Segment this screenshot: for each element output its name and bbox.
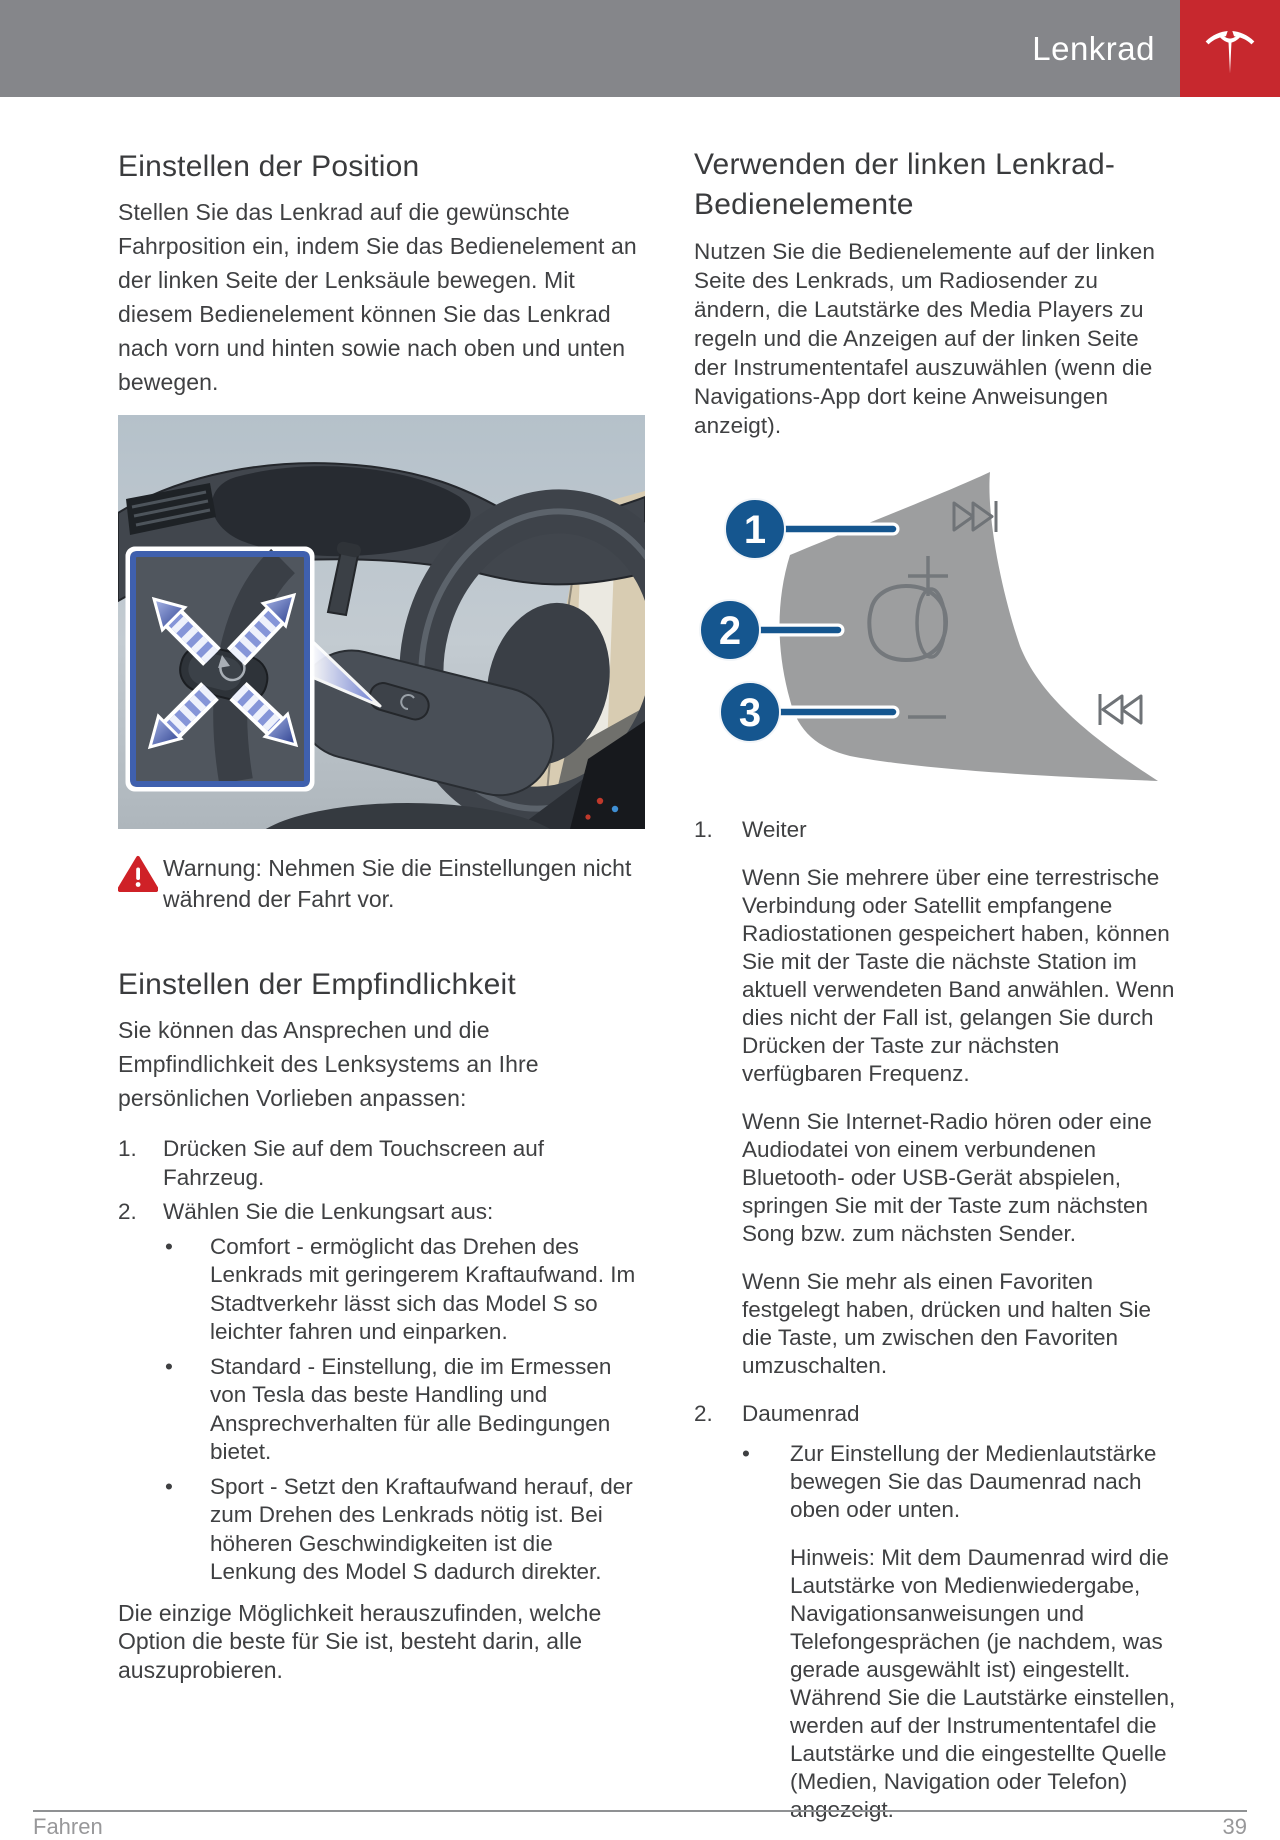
option-item (118, 1233, 645, 1347)
step-item (118, 1198, 645, 1227)
step-number: 1. (118, 1136, 137, 1161)
item-note: Hinweis: Mit dem Daumenrad wird die Lautstärke von Medienwiedergabe, Navigationsanweisungen und Telefongesprächen (je nachdem, was gerade ausgewählt ist) eingestellt. Während Sie die Lautstärke einstellen, werden auf der Instrumententafel die Lautstärke und die eingestellte Quelle (Medien, Navigation oder Telefon) angezeigt. (790, 1545, 1176, 1822)
option-text: Comfort - ermöglicht das Drehen des Lenkrads mit geringerem Kraftaufwand. Im Stadtverkehr lässt sich das Model S so leichter fahren und einparken. (210, 1233, 636, 1344)
sensitivity-steps (118, 1135, 645, 1587)
option-item (118, 1353, 645, 1467)
heading-position: Einstellen der Position (118, 150, 420, 183)
step-text: Drücken Sie auf dem Touchscreen auf Fahrzeug. (163, 1136, 545, 1190)
page-header (0, 0, 1280, 97)
heading-left-controls: Verwenden der linken Lenkrad-Bedienelemente (694, 148, 1116, 221)
step-text: Wählen Sie die Lenkungsart aus: (163, 1199, 494, 1224)
steering-position-figure (118, 415, 645, 829)
option-text: Standard - Einstellung, die im Ermessen von Tesla das beste Handling und Ansprechverhalten für alle Bedingungen bietet. (210, 1353, 612, 1464)
warning-row (118, 853, 645, 915)
right-column (694, 97, 1176, 1824)
item-title: Weiter (742, 817, 807, 842)
item-number: 1. (694, 817, 713, 842)
heading-sensitivity: Einstellen der Empfindlichkeit (118, 968, 516, 1001)
control-sub-item (694, 1440, 1176, 1524)
callout-3 (720, 682, 780, 742)
left-controls-intro-text: Nutzen Sie die Bedienelemente auf der linken Seite des Lenkrads, um Radiosender zu ändern, die Lautstärke des Media Players zu regeln und die Anzeigen auf der linken Seite der Instrumententafel auszuwählen (wenn die Navigations-App dort keine Anweisungen anzeigt). (694, 239, 1155, 438)
bullet-marker: • (165, 1353, 173, 1379)
option-text: Sport - Setzt den Kraftaufwand herauf, der zum Drehen des Lenkrads nötig ist. Bei höheren Geschwindigkeiten ist die Lenkung des Model S dadurch direkter. (210, 1473, 633, 1584)
option-item (118, 1473, 645, 1587)
tesla-logo-box (1180, 0, 1280, 97)
bullet-marker: • (165, 1233, 173, 1259)
inset-zoom-box (128, 549, 312, 789)
footer-divider (33, 1810, 1247, 1812)
item-number: 2. (694, 1401, 713, 1426)
steering-position-illustration (118, 415, 645, 829)
sensitivity-intro-text: Sie können das Ansprechen und die Empfindlichkeit des Lenksystems an Ihre persönlichen Vorlieben anpassen: (118, 1017, 539, 1111)
sensitivity-outro-text: Die einzige Möglichkeit herauszufinden, welche Option die beste für Sie ist, besteht darin, alle auszuprobieren. (118, 1599, 602, 1683)
previous-track-icon (1100, 694, 1141, 725)
item-paragraph: Wenn Sie mehr als einen Favoriten festgelegt haben, drücken und halten Sie die Taste, um zwischen den Favoriten umzuschalten. (742, 1269, 1152, 1378)
page-title: Lenkrad (1032, 29, 1155, 67)
item-title: Daumenrad (742, 1401, 860, 1426)
warning-icon (118, 855, 158, 892)
callout-2 (700, 600, 760, 660)
step-item (118, 1135, 645, 1192)
callout-1 (725, 499, 785, 559)
control-item (694, 1400, 1176, 1428)
sub-item-text: Zur Einstellung der Medienlautstärke bewegen Sie das Daumenrad nach oben oder unten. (790, 1441, 1157, 1522)
callout-1-number: 1 (743, 508, 767, 552)
footer-section: Fahren (33, 1814, 103, 1839)
left-column (118, 97, 645, 1684)
callout-2-number: 2 (718, 609, 742, 653)
bullet-marker: • (742, 1441, 750, 1466)
step-number: 2. (118, 1199, 137, 1224)
callout-3-number: 3 (738, 691, 762, 735)
left-controls-diagram (694, 450, 1176, 790)
tesla-logo-icon (1201, 20, 1259, 78)
item-paragraph: Wenn Sie mehrere über eine terrestrische Verbindung oder Satellit empfangene Radiostationen gespeichert haben, können Sie mit der Taste die nächste Station im aktuell verwendeten Band anwählen. Wenn dies nicht der Fall ist, gelangen Sie durch Drücken der Taste zur nächsten verfügbaren Frequenz. (742, 865, 1175, 1086)
bullet-marker: • (165, 1473, 173, 1499)
control-item (694, 816, 1176, 844)
position-body-text: Stellen Sie das Lenkrad auf die gewünschte Fahrposition ein, indem Sie das Bedienelement an der linken Seite der Lenksäule bewegen. Mit diesem Bedienelement können Sie das Lenkrad nach vorn und hinten sowie nach oben und unten bewegen. (118, 199, 637, 395)
footer-page-number: 39 (1222, 1814, 1247, 1839)
warning-text: Warnung: Nehmen Sie die Einstellungen nicht während der Fahrt vor. (163, 855, 632, 912)
item-paragraph: Wenn Sie Internet-Radio hören oder eine Audiodatei von einem verbundenen Bluetooth- oder USB-Gerät abspielen, springen Sie mit der Taste zum nächsten Song bzw. zum nächsten Sender. (742, 1109, 1152, 1246)
